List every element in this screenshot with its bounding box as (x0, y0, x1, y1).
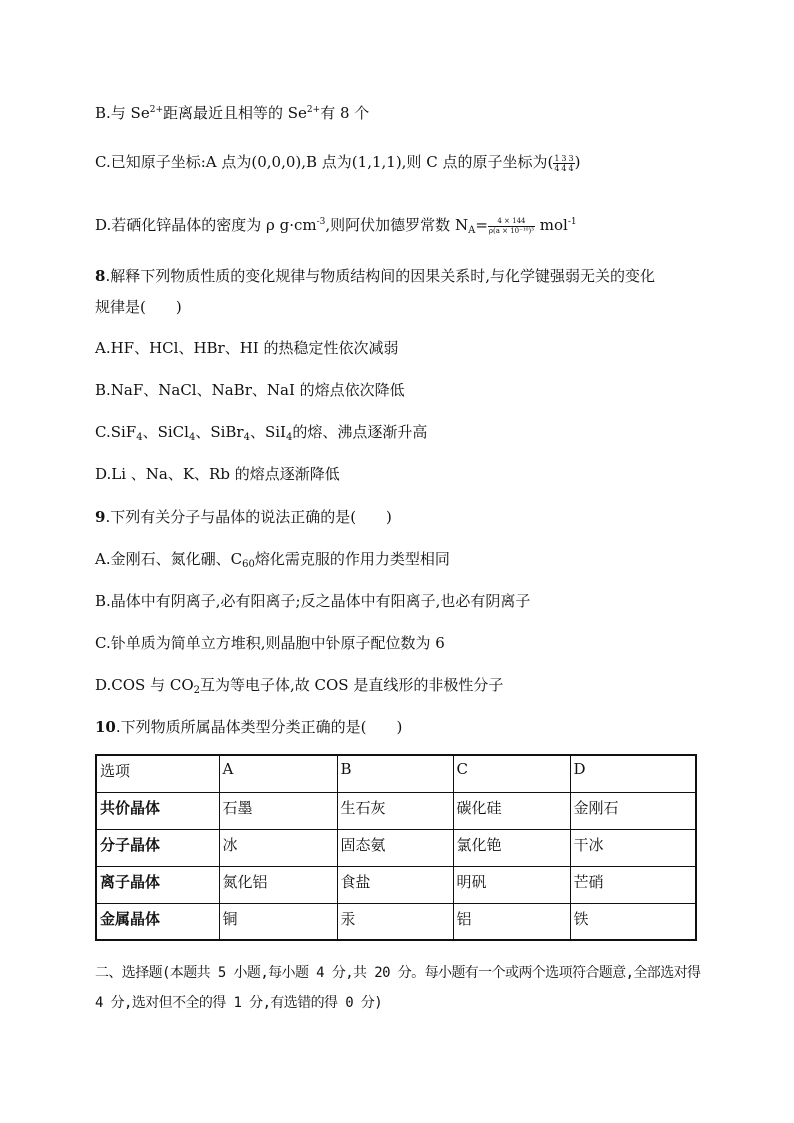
table-cell: 金刚石 (570, 792, 696, 829)
q8-stem-line2: 规律是( ) (95, 298, 182, 316)
table-row (96, 866, 696, 903)
text: 熔化需克服的作用力类型相同 (254, 550, 450, 568)
table-cell: 共价晶体 (96, 792, 219, 829)
text: 、SiCl (142, 423, 189, 441)
text: C.已知原子坐标:A 点为(0,0,0),B 点为(1,1,1),则 C 点的原子坐标为( (95, 153, 554, 171)
table-header-row (96, 755, 696, 792)
q8-option-b: B.NaF、NaCl、NaBr、NaI 的熔点依次降低 (95, 381, 405, 399)
denominator: 4 (554, 163, 560, 173)
denominator: 4 (561, 163, 567, 173)
text: A.金刚石、氮化硼、C (95, 550, 243, 568)
q7-option-c (95, 152, 580, 173)
table-cell: C (453, 755, 570, 792)
table-row (96, 829, 696, 866)
table-cell: 石墨 (219, 792, 337, 829)
text: .下列有关分子与晶体的说法正确的是( ) (105, 508, 392, 526)
table-cell: A (219, 755, 337, 792)
table-cell: 铁 (570, 903, 696, 940)
avogadro-fraction (488, 217, 535, 236)
question-number: 9 (95, 508, 106, 526)
q10-stem (95, 717, 402, 737)
superscript: 2+ (306, 105, 321, 115)
text: D.COS 与 CO (95, 676, 194, 694)
text: 互为等电子体,故 COS 是直线形的非极性分子 (200, 676, 504, 694)
q9-stem (95, 507, 392, 527)
table-cell: 选项 (96, 755, 219, 792)
table-cell: 芒硝 (570, 866, 696, 903)
table-cell: 冰 (219, 829, 337, 866)
table-cell: B (337, 755, 453, 792)
text: .解释下列物质性质的变化规律与物质结构间的因果关系时,与化学键强弱无关的变化 (105, 267, 655, 285)
subscript: A (468, 225, 476, 236)
table-cell: 汞 (337, 903, 453, 940)
crystal-type-table (95, 754, 697, 941)
numerator: 4 × 144 (488, 217, 535, 227)
denominator: ρ(a × 10⁻¹⁰)³ (488, 226, 534, 235)
table-row (96, 792, 696, 829)
table-cell: 固态氨 (337, 829, 453, 866)
text: mol (534, 216, 568, 234)
text: .下列物质所属晶体类型分类正确的是( ) (115, 718, 403, 736)
question-number: 10 (95, 718, 116, 736)
q9-option-c: C.钋单质为简单立方堆积,则晶胞中钋原子配位数为 6 (95, 634, 445, 652)
text: B.与 Se (95, 104, 150, 122)
table-cell: 碳化硅 (453, 792, 570, 829)
q8-option-d: D.Li 、Na、K、Rb 的熔点逐渐降低 (95, 465, 340, 483)
fraction (568, 154, 575, 173)
superscript: -3 (316, 217, 326, 227)
table-cell: 干冰 (570, 829, 696, 866)
numerator: 3 (561, 153, 567, 163)
subscript: 4 (188, 432, 196, 443)
text: C.SiF (95, 423, 137, 441)
table-row (96, 903, 696, 940)
fraction (553, 154, 560, 173)
table-cell: D (570, 755, 696, 792)
text: 有 8 个 (320, 104, 370, 122)
table-cell: 金属晶体 (96, 903, 219, 940)
subscript: 4 (136, 432, 143, 443)
numerator: 1 (554, 153, 560, 163)
q9-option-d (95, 675, 503, 701)
text: 、SiBr (195, 423, 244, 441)
subscript: 2 (193, 685, 200, 696)
table-cell: 铜 (219, 903, 337, 940)
superscript: 2+ (149, 105, 163, 115)
subscript: 4 (243, 432, 250, 443)
q9-option-a (95, 549, 450, 575)
table-cell: 生石灰 (337, 792, 453, 829)
q8-option-c (95, 422, 427, 448)
subscript: 4 (285, 432, 293, 443)
text: ) (574, 153, 581, 171)
table-cell: 食盐 (337, 866, 453, 903)
text: = (475, 216, 488, 234)
denominator: 4 (568, 163, 574, 173)
table-cell: 铝 (453, 903, 570, 940)
question-number: 8 (95, 267, 106, 285)
q7-option-b (95, 100, 369, 123)
q7-option-d (95, 212, 577, 241)
table-cell: 氯化铯 (453, 829, 570, 866)
text: 的熔、沸点逐渐升高 (292, 423, 428, 441)
numerator: 3 (568, 153, 574, 163)
q8-option-a: A.HF、HCl、HBr、HI 的热稳定性依次减弱 (95, 339, 399, 357)
table-cell: 氮化铝 (219, 866, 337, 903)
text: 、SiI (249, 423, 286, 441)
q8-stem-line1 (95, 266, 655, 286)
table-cell: 明矾 (453, 866, 570, 903)
table-cell: 离子晶体 (96, 866, 219, 903)
text: 距离最近且相等的 Se (163, 104, 307, 122)
q9-option-b: B.晶体中有阴离子,必有阳离子;反之晶体中有阳离子,也必有阴离子 (95, 592, 531, 610)
subscript: 60 (242, 559, 255, 570)
table-cell: 分子晶体 (96, 829, 219, 866)
section-2-instructions: 二、选择题(本题共 5 小题,每小题 4 分,共 20 分。每小题有一个或两个选项符合题意,全部选对得 4 分,选对但不全的得 1 分,有选错的得 0 分) (95, 965, 701, 1011)
fraction (560, 154, 567, 173)
text: ,则阿伏加德罗常数 N (325, 216, 469, 234)
text: D.若硒化锌晶体的密度为 ρ g·cm (95, 216, 317, 234)
superscript: -1 (567, 217, 577, 227)
